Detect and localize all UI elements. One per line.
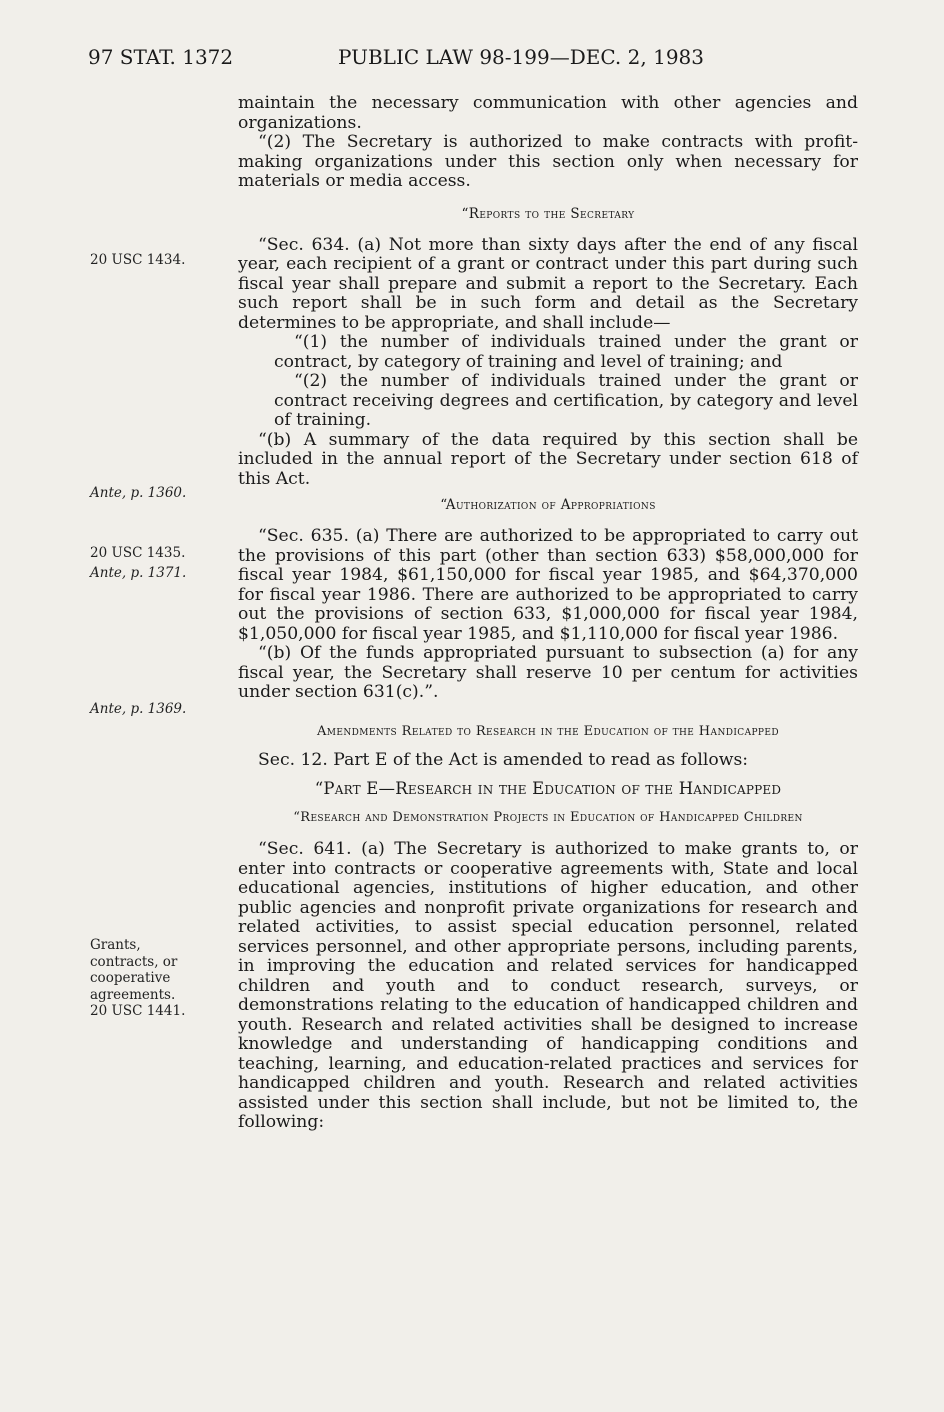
heading-research-and-demonstration: “Research and Demonstration Projects in Education of Handicapped Children [293,810,803,825]
section-634-b: “(b) A summary of the data required by this section shall be included in the annual report of the Secretary under section 618 of this Act. [238,429,858,489]
section-12: Sec. 12. Part E of the Act is amended to read as follows: [258,749,749,770]
margin-note-ante-1369: Ante, p. 1369. [90,701,187,717]
margin-note-20-usc-1434: 20 USC 1434. [90,252,186,268]
heading-authorization-of-appropriations: “Authorization of Appropriations [440,497,656,513]
heading-reports-to-secretary: “Reports to the Secretary [461,205,635,222]
margin-note-20-usc-1441: 20 USC 1441. [90,1003,186,1019]
margin-note-ante-1360: Ante, p. 1360. [90,485,187,501]
heading-part-e: “Part E—Research in the Education of the Handicapped [314,779,782,798]
margin-note-grants: Grants, contracts, or cooperative agreements. 20 USC 1441. [90,937,210,1020]
paragraph-continuation: maintain the necessary communication with other agencies and organizations. [238,93,858,133]
document-body [238,94,858,1133]
margin-note-20-usc-1435: 20 USC 1435. [90,545,186,561]
section-635-a: “Sec. 635. (a) There are authorized to be appropriated to carry out the provisions of this part (other than section 633) $58,000,000 for fiscal year 1984, $61,150,000 for fiscal year 1985, and $64,370,000 for fiscal year 1986. There are authorized to be appropriated to carry out the provisions of section 633, $1,000,000 for fiscal year 1984, $1,050,000 for fiscal year 1985, and $1,110,000 for fiscal year 1986. [238,526,858,644]
section-634-a: “Sec. 634. (a) Not more than sixty days after the end of any fiscal year, each recipient of a grant or contract under this part during such fiscal year shall prepare and submit a report to the Secretary. Each such report shall be in such form and detail as the Secretary determines to be appropriate, and shall include— [238,234,858,333]
section-641-a: “Sec. 641. (a) The Secretary is authorized to make grants to, or enter into contracts or cooperative agreements with, State and local educational agencies, institutions of higher education, and other public agencies and nonprofit private organizations for research and related activities, to assist special education personnel, related services personnel, and other appropriate persons, including parents, in improving the education and related services for handicapped children and youth and to conduct research, surveys, or demonstrations relating to the education of handicapped children and youth. Research and related activities shall be designed to increase knowledge and understanding of handicapping conditions and teaching, learning, and education-related practices and services for handicapped children and youth. Research and related activities assisted under this section shall include, but not be limited to, the following: [238,839,858,1132]
section-634-a-2: “(2) the number of individuals trained under the grant or contract receiving degrees and certification, by category and level of training. [274,371,858,430]
public-law-title: PUBLIC LAW 98-199—DEC. 2, 1983 [338,45,704,69]
section-635-b: “(b) Of the funds appropriated pursuant to subsection (a) for any fiscal year, the Secretary shall reserve 10 per centum for activities under section 631(c).”. [238,643,858,702]
section-634-a-1: “(1) the number of individuals trained under the grant or contract, by category of training and level of training; and [274,332,858,372]
heading-amendments-research: Amendments Related to Research in the Education of the Handicapped [317,723,779,739]
margin-note-ante-1371: Ante, p. 1371. [90,565,187,581]
paragraph-2: “(2) The Secretary is authorized to make contracts with profit-making organizations under this section only when necessary for materials or media access. [238,132,858,191]
stat-page-number: 97 STAT. 1372 [88,45,234,69]
